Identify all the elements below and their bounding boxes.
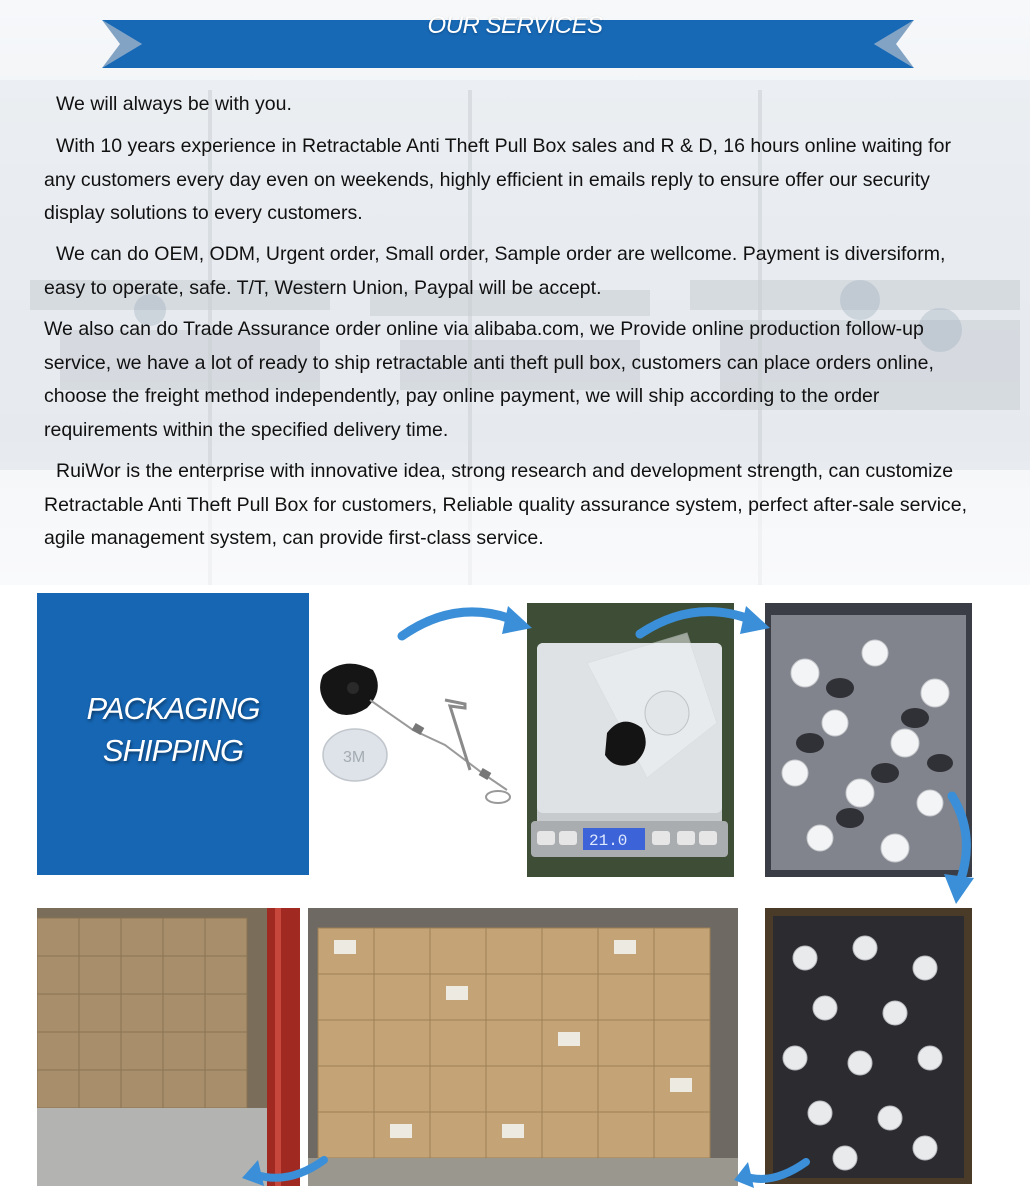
stacked-cartons-image: [308, 908, 738, 1186]
container-loading-photo: [37, 908, 300, 1186]
weighing-scale-image: [527, 603, 734, 877]
paragraph-trade-assurance: We also can do Trade Assurance order online via alibaba.com, we Provide online production follow-up service, we have a lot of ready to ship retractable anti theft pull box, customers can place orders online, choose the freight method independently, pay online payment, we will ship according to the order requirements within the specified delivery time.: [44, 318, 934, 441]
services-section: [0, 0, 1030, 585]
flow-arrow-1-icon: [396, 598, 536, 648]
shipping-label: SHIPPING: [102, 733, 244, 768]
product-photo: [315, 630, 525, 840]
paragraph-company: RuiWor is the enterprise with innovative idea, strong research and development strength, can customize Retractable Anti Theft Pull Box for customers, Reliable quality assurance system, perfect after-sale service, agile management system, can provide first-class service.: [44, 460, 968, 549]
scale-photo: [527, 603, 734, 877]
bulk-products-photo: [765, 908, 972, 1184]
flow-arrow-4-icon: [732, 1150, 812, 1195]
flow-arrow-5-icon: [240, 1146, 330, 1191]
flow-arrow-2-icon: [634, 598, 774, 644]
packaging-label: PACKAGING: [86, 691, 260, 726]
paragraph-intro: We will always be with you.: [56, 93, 292, 115]
paragraph-experience: With 10 years experience in Retractable Anti Theft Pull Box sales and R & D, 16 hours online waiting for any customers every day even on weekends, highly efficient in emails reply to ensure offer our security display solutions to every customers.: [44, 135, 951, 224]
packaging-shipping-tile: [37, 593, 309, 875]
flow-arrow-3-icon: [934, 790, 984, 910]
section-title: OUR SERVICES: [427, 12, 603, 39]
container-cartons-image: [37, 908, 300, 1186]
pull-box-product-image: [315, 630, 525, 840]
sticker-brand-text: 3M: [343, 749, 366, 766]
paragraph-orders: We can do OEM, ODM, Urgent order, Small order, Sample order are wellcome. Payment is diversiform, easy to operate, safe. T/T, Western Union, Paypal will be accept.: [44, 243, 946, 299]
scale-display-reading: 21.0: [589, 832, 628, 850]
bulk-products-image: [765, 908, 972, 1184]
stacked-cartons-photo: [308, 908, 738, 1186]
